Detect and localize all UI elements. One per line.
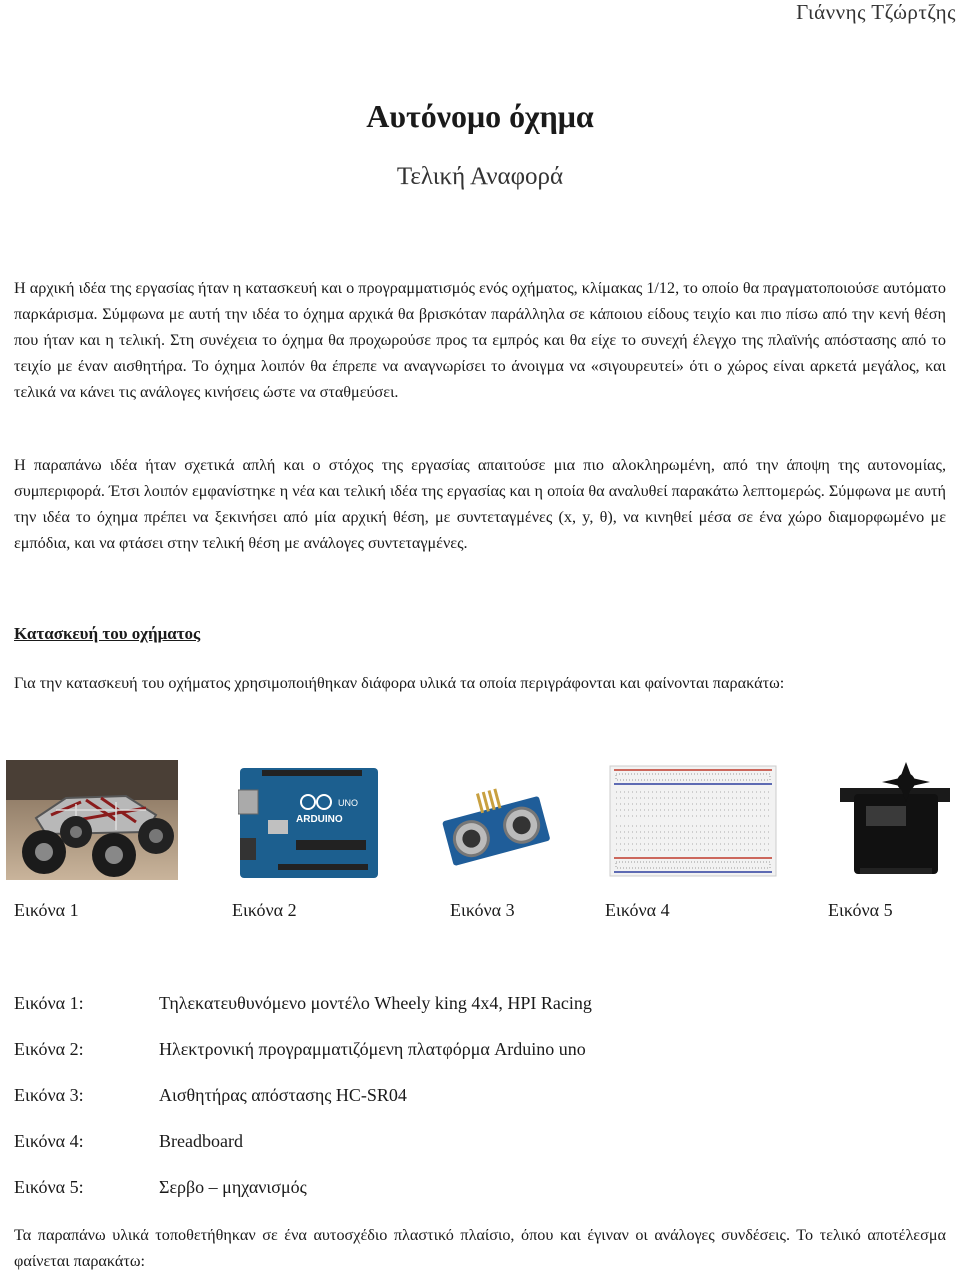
list-item-label: Εικόνα 4: [14,1131,84,1151]
section-intro: Για την κατασκευή του οχήματος χρησιμοποιήθηκαν διάφορα υλικά τα οποία περιγράφονται και φαίνονται παρακάτω: [14,674,785,692]
list-item-label: Εικόνα 5: [14,1177,84,1197]
arduino-brand-label: ARDUINO [296,814,343,825]
rc-truck-image [6,760,178,880]
list-item-label: Εικόνα 3: [14,1085,84,1105]
list-item-text: Breadboard [159,1131,243,1151]
figure-caption-2: Εικόνα 2 [232,900,297,920]
figure-caption-1: Εικόνα 1 [14,900,79,920]
list-item-text: Ηλεκτρονική προγραμματιζόμενη πλατφόρμα Arduino uno [159,1039,586,1059]
ultrasonic-sensor-image [440,760,552,880]
paragraph-idea: Η παραπάνω ιδέα ήταν σχετικά απλή και ο στόχος της εργασίας απαιτούσε μια πιο αλοκληρωμένη, από την άποψη της αυτονομίας, συμπεριφορά. Έτσι λοιπόν εμφανίστηκε η νέα και τελική ιδέα της εργασίας και η οποία θα αναλυθεί παρακάτω λεπτομερώς. Σύμφωνα με αυτή την ιδέα το όχημα πρέπει να ξεκινήσει από μία αρχική θέση, με συντεταγμένες (x, y, θ), να κινηθεί μέσα σε ένα χώρο διαμορφωμένο με εμπόδια, και να φτάσει στην τελική θέση με ανάλογες συντεταγμένες. [14,456,946,552]
figure-caption-3: Εικόνα 3 [450,900,515,920]
list-item-text: Αισθητήρας απόστασης HC-SR04 [159,1085,407,1105]
list-item-label: Εικόνα 1: [14,993,84,1013]
breadboard-image [608,760,778,880]
list-item-label: Εικόνα 2: [14,1039,84,1059]
figure-caption-5: Εικόνα 5 [828,900,893,920]
list-item-text: Τηλεκατευθυνόμενο μοντέλο Wheely king 4x4, HPI Racing [159,993,592,1013]
document-subtitle: Τελική Αναφορά [396,163,564,190]
arduino-uno-image [238,760,380,880]
author-name: Γιάννης Τζώρτζης [796,0,956,24]
section-heading: Κατασκευή του οχήματος [14,624,201,643]
list-item-text: Σερβο – μηχανισμός [159,1177,307,1197]
document-title: Αυτόνομο όχημα [366,98,594,134]
figure-caption-4: Εικόνα 4 [605,900,670,920]
closing-paragraph: Τα παραπάνω υλικά τοποθετήθηκαν σε ένα αυτοσχέδιο πλαστικό πλαίσιο, όπου και έγιναν οι ανάλογες συνδέσεις. Το τελικό αποτέλεσμα φαίνεται παρακάτω: [14,1226,946,1270]
servo-image [832,760,952,880]
arduino-model-label: UNO [338,798,358,808]
paragraph-intro: Η αρχική ιδέα της εργασίας ήταν η κατασκευή και ο προγραμματισμός ενός οχήματος, κλίμακας 1/12, το οποίο θα πραγματοποιούσε αυτόματο παρκάρισμα. Σύμφωνα με αυτή την ιδέα το όχημα αρχικά θα βρισκόταν παράλληλα σε κάποιου είδους τειχίο και πιο πίσω από την κενή θέση που ήταν και η τελική. Στη συνέχεια το όχημα θα προχωρούσε προς τα εμπρός και θα είχε το συνεχή έλεγχο της πλαϊνής απόστασης από το τειχίο με έναν αισθητήρα. Το όχημα λοιπόν θα έπρεπε να αναγνωρίσει το άνοιγμα να «σιγουρευτεί» ότι ο χώρος είναι αρκετά μεγάλος, και τελικά να κάνει τις ανάλογες κινήσεις ώστε να σταθμεύσει. [14,279,946,401]
